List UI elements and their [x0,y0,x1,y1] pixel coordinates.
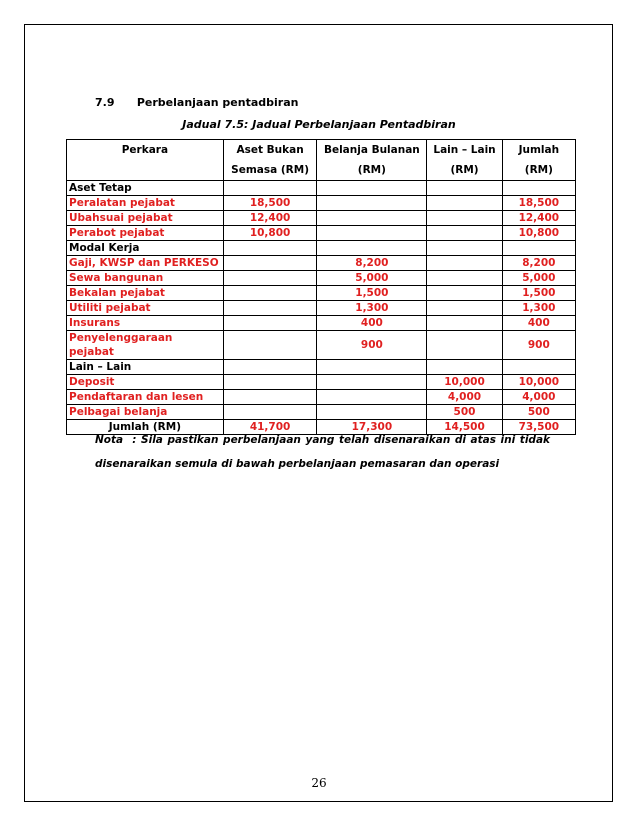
header-lain-line1: Lain – Lain [427,140,502,161]
category-label: Modal Kerja [67,241,224,256]
note-prefix: Nota [95,434,124,446]
cell-lain-lain [427,316,502,331]
cell-lain-lain: 10,000 [427,375,502,390]
total-lain-lain: 14,500 [427,420,502,435]
note-separator: : [132,434,137,446]
cell-belanja-bulanan [317,226,427,241]
cell-belanja-bulanan [317,390,427,405]
cell-belanja-bulanan [317,196,427,211]
cell-jumlah: 18,500 [502,196,575,211]
item-label: Sewa bangunan [67,271,224,286]
item-label: Gaji, KWSP dan PERKESO [67,256,224,271]
header-belanja-line1: Belanja Bulanan [317,140,427,161]
table-row [67,211,576,226]
header-lain-line2: (RM) [427,160,502,181]
table-caption: Jadual 7.5: Jadual Perbelanjaan Pentadbiran [182,118,456,131]
cell-lain-lain [427,301,502,316]
cell-belanja-bulanan: 1,300 [317,301,427,316]
header-jumlah-line2: (RM) [502,160,575,181]
cell-aset-bukan [223,241,317,256]
total-jumlah: 73,500 [502,420,575,435]
cell-lain-lain [427,360,502,375]
cell-lain-lain [427,196,502,211]
cell-lain-lain [427,286,502,301]
cell-aset-bukan [223,271,317,286]
cell-lain-lain [427,226,502,241]
cell-jumlah: 10,800 [502,226,575,241]
total-belanja-bulanan: 17,300 [317,420,427,435]
cell-aset-bukan [223,181,317,196]
cell-jumlah: 12,400 [502,211,575,226]
cell-jumlah: 1,300 [502,301,575,316]
section-title: Perbelanjaan pentadbiran [136,96,299,109]
cell-belanja-bulanan [317,241,427,256]
cell-aset-bukan [223,360,317,375]
cell-aset-bukan [223,256,317,271]
table-row [67,256,576,271]
cell-jumlah: 400 [502,316,575,331]
cell-belanja-bulanan: 5,000 [317,271,427,286]
table-row [67,301,576,316]
item-label: Insurans [67,316,224,331]
table-row [67,226,576,241]
table-row [67,405,576,420]
header-perkara: Perkara [67,140,224,161]
cell-aset-bukan: 10,800 [223,226,317,241]
cell-aset-bukan [223,316,317,331]
item-label: Utiliti pejabat [67,301,224,316]
table-row [67,286,576,301]
cell-jumlah: 10,000 [502,375,575,390]
cell-jumlah: 8,200 [502,256,575,271]
cell-jumlah [502,181,575,196]
cell-lain-lain [427,211,502,226]
cell-belanja-bulanan: 1,500 [317,286,427,301]
category-row [67,241,576,256]
cell-lain-lain [427,256,502,271]
note-text: Sila pastikan perbelanjaan yang telah disenaraikan di atas ini tidak disenaraikan semula di bawah perbelanjaan pemasaran dan operasi [95,434,551,470]
cell-lain-lain: 4,000 [427,390,502,405]
item-label: Pelbagai belanja [67,405,224,420]
header-aset-bukan-line1: Aset Bukan [223,140,317,161]
section-heading [95,96,298,109]
cell-aset-bukan [223,301,317,316]
cell-lain-lain [427,271,502,286]
category-row [67,360,576,375]
table-body [67,181,576,420]
table-row [67,271,576,286]
item-label: Pendaftaran dan lesen [67,390,224,405]
cell-belanja-bulanan [317,211,427,226]
cell-belanja-bulanan [317,181,427,196]
table-row [67,331,576,360]
cell-aset-bukan [223,331,317,360]
cell-aset-bukan: 18,500 [223,196,317,211]
category-label: Lain – Lain [67,360,224,375]
cell-belanja-bulanan: 400 [317,316,427,331]
cell-lain-lain [427,331,502,360]
category-label: Aset Tetap [67,181,224,196]
cell-aset-bukan [223,375,317,390]
note [95,428,550,476]
table-row [67,390,576,405]
item-label: Bekalan pejabat [67,286,224,301]
header-belanja-line2: (RM) [317,160,427,181]
cell-aset-bukan: 12,400 [223,211,317,226]
cell-aset-bukan [223,286,317,301]
expense-table [66,139,576,435]
cell-aset-bukan [223,405,317,420]
table-row [67,316,576,331]
total-aset-bukan: 41,700 [223,420,317,435]
cell-belanja-bulanan [317,375,427,390]
cell-jumlah: 1,500 [502,286,575,301]
item-label: Deposit [67,375,224,390]
cell-lain-lain [427,241,502,256]
cell-jumlah: 5,000 [502,271,575,286]
header-row-bottom [67,160,576,181]
section-number: 7.9 [95,96,115,109]
cell-lain-lain [427,181,502,196]
header-row-top [67,140,576,161]
cell-belanja-bulanan: 8,200 [317,256,427,271]
page-number: 26 [311,776,327,790]
table-row [67,375,576,390]
total-label: Jumlah (RM) [67,420,224,435]
item-label: Ubahsuai pejabat [67,211,224,226]
table-row [67,196,576,211]
cell-jumlah: 500 [502,405,575,420]
cell-belanja-bulanan: 900 [317,331,427,360]
cell-jumlah [502,360,575,375]
cell-jumlah: 4,000 [502,390,575,405]
cell-aset-bukan [223,390,317,405]
header-jumlah-line1: Jumlah [502,140,575,161]
category-row [67,181,576,196]
header-perkara-line2 [67,160,224,181]
cell-belanja-bulanan [317,405,427,420]
item-label: Peralatan pejabat [67,196,224,211]
cell-lain-lain: 500 [427,405,502,420]
cell-belanja-bulanan [317,360,427,375]
item-label: Perabot pejabat [67,226,224,241]
header-aset-bukan-line2: Semasa (RM) [223,160,317,181]
item-label: Penyelenggaraan pejabat [67,331,224,360]
cell-jumlah: 900 [502,331,575,360]
cell-jumlah [502,241,575,256]
